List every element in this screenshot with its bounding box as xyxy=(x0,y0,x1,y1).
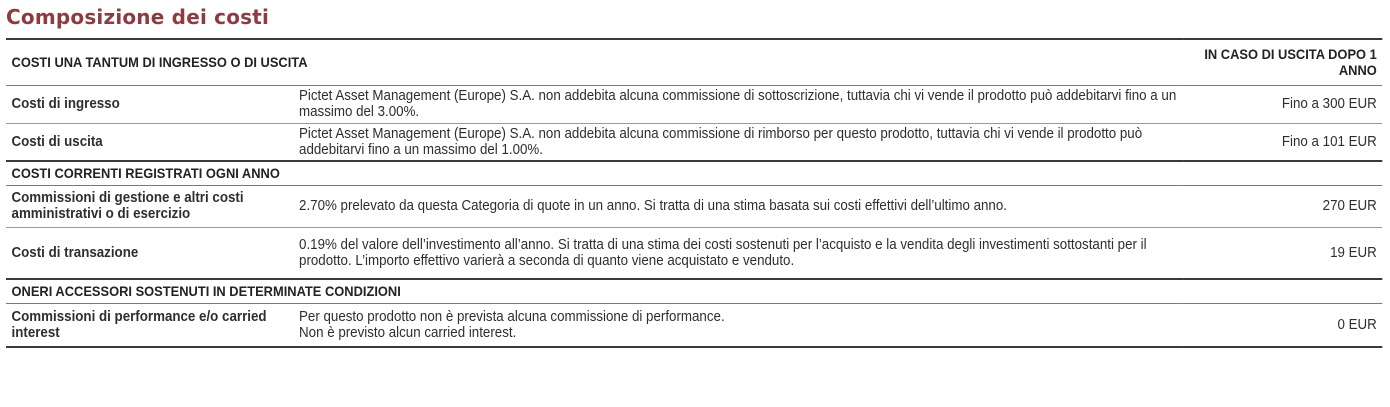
row-value: Fino a 101 EUR xyxy=(1184,123,1382,161)
section-header-ongoing xyxy=(6,161,1382,185)
row-label: Commissioni di gestione e altri costi amministrativi o di esercizio xyxy=(6,185,294,227)
section-title: Composizione dei costi xyxy=(6,5,270,29)
row-label: Costi di uscita xyxy=(6,123,294,161)
row-description: 2.70% prelevato da questa Categoria di quote in un anno. Si tratta di una stima basata sui costi effettivi dell’ultimo anno. xyxy=(294,185,1184,227)
table-row xyxy=(6,303,1382,347)
row-description-line: Non è previsto alcun carried interest. xyxy=(299,324,517,341)
row-description xyxy=(294,303,1184,347)
table-row xyxy=(6,85,1382,123)
row-label: Costi di ingresso xyxy=(6,85,294,123)
row-label: Commissioni di performance e/o carried interest xyxy=(6,303,294,347)
section-header-one-off xyxy=(6,39,1382,85)
row-value: Fino a 300 EUR xyxy=(1184,85,1382,123)
table-row xyxy=(6,227,1382,279)
section-header-incidental xyxy=(6,279,1382,303)
row-description-line: Per questo prodotto non è prevista alcuna commissione di performance. xyxy=(299,308,725,325)
row-value: 19 EUR xyxy=(1184,227,1382,279)
row-value: 0 EUR xyxy=(1184,303,1382,347)
row-description: Pictet Asset Management (Europe) S.A. non addebita alcuna commissione di sottoscrizione, tuttavia chi vi vende il prodotto può addebitarvi fino a un massimo del 3.00%. xyxy=(294,85,1184,123)
section-heading: ONERI ACCESSORI SOSTENUTI IN DETERMINATE CONDIZIONI xyxy=(6,279,1382,303)
table-row xyxy=(6,185,1382,227)
row-label: Costi di transazione xyxy=(6,227,294,279)
table-row xyxy=(6,123,1382,161)
row-value: 270 EUR xyxy=(1184,185,1382,227)
section-heading: COSTI CORRENTI REGISTRATI OGNI ANNO xyxy=(6,161,1382,185)
row-description: Pictet Asset Management (Europe) S.A. non addebita alcuna commissione di rimborso per questo prodotto, tuttavia chi vi vende il prodotto può addebitarvi fino a un massimo del 1.00%. xyxy=(294,123,1184,161)
costs-table xyxy=(6,38,1382,348)
row-description: 0.19% del valore dell’investimento all’anno. Si tratta di una stima dei costi sostenuti per l’acquisto e la vendita degli investimenti sottostanti per il prodotto. L’importo effettivo varierà a seconda di quanto viene acquistato e venduto. xyxy=(294,227,1184,279)
column-heading-exit-after-1-year: IN CASO DI USCITA DOPO 1 ANNO xyxy=(1184,39,1382,85)
section-heading: COSTI UNA TANTUM DI INGRESSO O DI USCITA xyxy=(6,39,1184,85)
